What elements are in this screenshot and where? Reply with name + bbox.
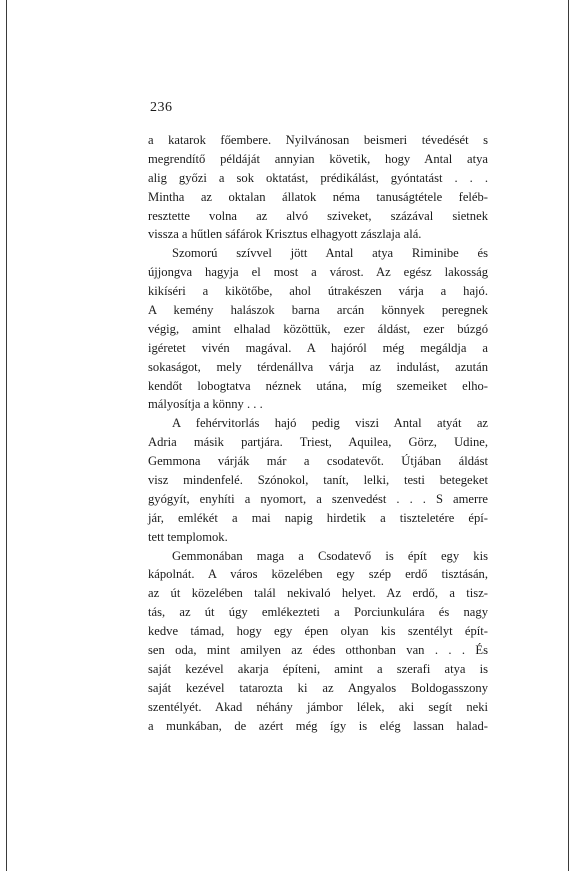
page-edge-left (6, 0, 7, 871)
text-line: sokaságot, mely térdenállva várja az indulást, azután (148, 359, 488, 374)
text-line: A kemény halászok barna arcán könnyek peregnek (148, 303, 488, 318)
text-line: Szomorú szívvel jött Antal atya Riminibe és (172, 246, 488, 261)
text-line: vissza a hűtlen sáfárok Krisztus elhagyott zászlaja alá. (148, 227, 422, 242)
text-line: a munkában, de azért még így is elég lassan halad- (148, 718, 488, 733)
text-line: tett templomok. (148, 529, 228, 544)
text-line: Mintha az oktalan állatok néma tanuságtétele feléb- (148, 189, 488, 204)
text-line: Adria másik partjára. Triest, Aquilea, Görz, Udine, (148, 435, 488, 450)
text-line: jár, emlékét a mai napig hirdetik a tiszteletére épí- (148, 510, 488, 525)
text-line: A fehérvitorlás hajó pedig viszi Antal atyát az (172, 416, 488, 431)
text-line: gyógyít, enyhíti a nyomort, a szenvedést . . . S amerre (148, 491, 488, 506)
text-line: az út közelében talál nekivaló helyet. Az erdő, a tisz- (148, 586, 488, 601)
text-line: resztette volna az alvó sziveket, százával sietnek (148, 208, 488, 223)
body-text (148, 131, 488, 736)
text-line: kedve támad, hogy egy épen olyan kis szentélyt épít- (148, 624, 488, 639)
text-line: szentélyét. Akad néhány jámbor lélek, aki segít neki (148, 699, 488, 714)
text-line: Gemmona várják már a csodatevőt. Útjában áldást (148, 454, 488, 469)
page-number: 236 (150, 100, 173, 115)
text-line: kápolnát. A város közelében egy szép erdő tisztásán, (148, 567, 488, 582)
text-line: saját kezével tatarozta ki az Angyalos Boldogasszony (148, 680, 488, 695)
text-line: saját kezével akarja építeni, amint a szerafi atya is (148, 661, 488, 676)
text-line: alig győzi a sok oktatást, prédikálást, gyóntatást . . . (148, 170, 488, 185)
text-line: igéretet vivén magával. A hajóról még megáldja a (148, 340, 488, 355)
text-line: kendőt lobogtatva néznek utána, míg szemeiket elho- (148, 378, 488, 393)
text-line: végig, amint elhalad közöttük, ezer áldást, ezer búzgó (148, 321, 488, 336)
page-edge-right (568, 0, 569, 871)
text-line: a katarok főembere. Nyilvánosan beismeri tévedését s (148, 133, 488, 147)
text-line: kikíséri a kikötőbe, ahol útrakészen várja a hajó. (148, 284, 488, 299)
text-line: megrendítő példáját annyian követik, hogy Antal atya (148, 151, 488, 166)
text-line: mályosítja a könny . . . (148, 397, 263, 412)
text-line: visz mindenfelé. Szónokol, tanít, lelki, testi betegeket (148, 473, 488, 488)
text-line: újjongva hagyja el most a várost. Az egész lakosság (148, 265, 488, 280)
text-line: sen oda, mint amilyen az édes otthonban van . . . És (148, 643, 488, 658)
text-line: Gemmonában maga a Csodatevő is épít egy kis (172, 548, 488, 563)
text-line: tás, az út úgy emlékezteti a Porciunkulára és nagy (148, 605, 488, 620)
